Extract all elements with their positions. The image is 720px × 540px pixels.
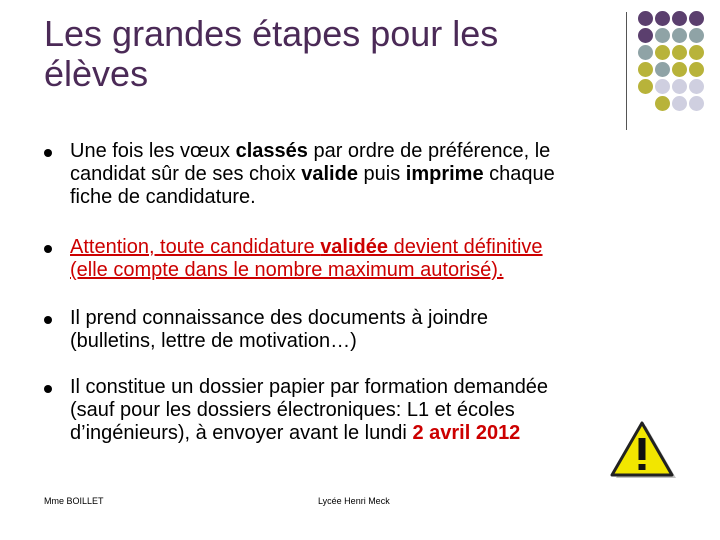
decorative-dot [689,11,704,26]
text: par ordre de préférence, le [307,140,551,162]
title-line-2: élèves [44,53,149,94]
text: d’ingénieurs), à envoyer avant le lundi [70,422,413,444]
decorative-dot [638,79,653,94]
bullet-marker [44,316,52,324]
deadline-date: 2 avril 2012 [412,422,521,444]
bullet-text [70,376,660,445]
text: puis [357,163,406,185]
bullet-marker [44,149,52,157]
text: Attention, toute candidature [70,236,321,258]
decorative-dot [672,11,687,26]
decorative-dot [689,45,704,60]
decorative-dot [672,62,687,77]
decorative-dot [689,62,704,77]
decorative-divider [626,12,627,130]
bullet-marker [44,385,52,393]
decorative-dot [672,96,687,111]
text: (bulletins, lettre de motivation…) [70,330,357,352]
bold-text: validée [320,236,389,258]
decorative-dot [638,45,653,60]
decorative-dot [655,28,670,43]
decorative-dot [655,96,670,111]
text: fiche de candidature. [70,186,256,208]
footer-author: Mme BOILLET [44,496,104,506]
decorative-dot [689,79,704,94]
bold-text: classés [235,140,308,162]
warning-text [70,236,660,282]
text: Il constitue un dossier papier par formation demandée [70,376,549,398]
bullet-text [70,140,660,209]
bullet-marker [44,245,52,253]
decorative-dot [638,62,653,77]
text: (sauf pour les dossiers électroniques: L1 et écoles [70,399,515,421]
decorative-dot [655,11,670,26]
text: chaque [483,163,555,185]
decorative-dot [655,62,670,77]
bullet-text [70,307,660,353]
text: candidat sûr de ses choix [70,163,302,185]
bold-text: imprime [405,163,484,185]
decorative-dot [655,45,670,60]
decorative-dot [672,45,687,60]
exclamation-warning-icon [606,420,678,482]
decorative-dot [689,96,704,111]
text: devient définitive [388,236,543,258]
decorative-dot [672,79,687,94]
bold-text: valide [301,163,358,185]
decorative-dot [672,28,687,43]
text: Une fois les vœux [70,140,236,162]
text: (elle compte dans le nombre maximum autorisé). [70,259,504,281]
decorative-dot [638,28,653,43]
decorative-dot [638,11,653,26]
slide-title [44,14,604,94]
footer-school: Lycée Henri Meck [318,496,390,506]
decorative-dot [689,28,704,43]
text: Il prend connaissance des documents à joindre [70,307,489,329]
decorative-dot [655,79,670,94]
title-line-1: Les grandes étapes pour les [44,13,499,54]
